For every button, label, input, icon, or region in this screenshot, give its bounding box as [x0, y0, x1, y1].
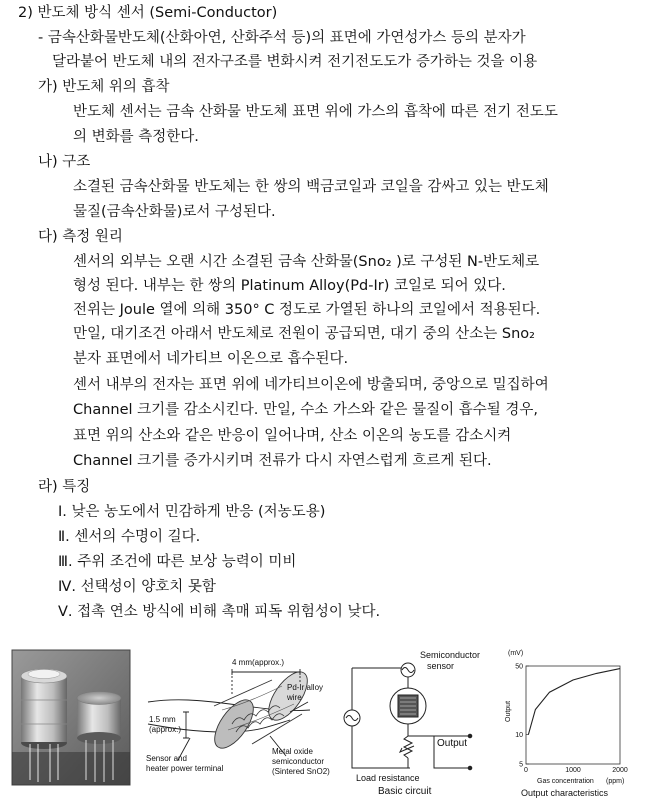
figures-strip	[0, 640, 650, 802]
dim-left-label-1: 1.5 mm	[149, 715, 176, 724]
ga-line-2: 의 변화를 측정한다.	[73, 129, 199, 145]
circuit-caption: Basic circuit	[378, 786, 432, 797]
oxide-label-3: (Sintered SnO2)	[272, 767, 330, 776]
structure-diagram	[148, 666, 315, 760]
basic-circuit	[344, 663, 472, 770]
chart-caption: Output characteristics	[521, 788, 609, 798]
oxide-label-2: semiconductor	[272, 757, 325, 766]
intro-line-1: - 금속산화물반도체(산화아연, 산화주석 등)의 표면에 가연성가스 등의 분자가	[38, 30, 526, 46]
terminal-label-2: heater power terminal	[146, 764, 224, 773]
x-tick-2: 2000	[612, 767, 628, 774]
chart-frame	[526, 666, 620, 764]
y-tick-2: 50	[515, 663, 523, 671]
da-line-6: 센서 내부의 전자는 표면 위에 네가티브이온에 방출되며, 중앙으로 밀집하여	[73, 377, 549, 393]
chart-ylabel: Output	[505, 700, 512, 722]
da-line-9: Channel 크기를 증가시키며 전류가 다시 자연스럽게 흐르게 된다.	[73, 453, 492, 469]
x-tick-1: 1000	[565, 767, 581, 774]
figures-svg	[0, 640, 650, 802]
feature-item-2: Ⅱ. 센서의 수명이 길다.	[58, 529, 201, 545]
da-line-4: 만일, 대기조건 아래서 반도체로 전원이 공급되면, 대기 중의 산소는 Sno₂	[73, 326, 535, 342]
feature-item-3: Ⅲ. 주위 조건에 따른 보상 능력이 미비	[58, 554, 297, 570]
oxide-label-1: Metal oxide	[272, 747, 313, 756]
x-tick-labels	[524, 767, 628, 774]
y-tick-0: 5	[519, 761, 523, 769]
da-line-7: Channel 크기를 감소시킨다. 만일, 수소 가스와 같은 물질이 흡수될 경우,	[73, 402, 539, 418]
feature-item-1: Ⅰ. 낮은 농도에서 민감하게 반응 (저농도용)	[58, 504, 326, 520]
terminal-label-1: Sensor and	[146, 754, 187, 763]
sensor-photo	[12, 650, 130, 785]
subsection-na-title: 나) 구조	[38, 154, 91, 170]
circuit-sensor-label-2: sensor	[427, 661, 455, 671]
y-tick-labels	[515, 664, 529, 769]
section-title: 2) 반도체 방식 센서 (Semi-Conductor)	[18, 5, 278, 21]
dim-top-label: 4 mm(approx.)	[232, 658, 285, 667]
ga-line-1: 반도체 센서는 금속 산화물 반도체 표면 위에 가스의 흡착에 따른 전기 전도도	[73, 104, 558, 120]
chart-unit-label: (mV)	[508, 650, 524, 657]
circuit-sensor-label-1: Semiconductor	[420, 650, 481, 660]
subsection-ga-title: 가) 반도체 위의 흡착	[38, 79, 170, 95]
chart-xunit: (ppm)	[606, 778, 625, 785]
x-tick-0: 0	[524, 767, 528, 774]
y-tick-1: 10	[515, 731, 523, 739]
da-line-1: 센서의 외부는 오랜 시간 소결된 금속 산화물(Sno₂ )로 구성된 N-반도체로	[73, 254, 540, 270]
series-line	[528, 669, 620, 735]
coil-label-2: wire	[287, 693, 302, 702]
feature-item-5: Ⅴ. 접촉 연소 방식에 비해 촉매 피독 위험성이 낮다.	[58, 604, 381, 620]
subsection-ra-title: 라) 특징	[38, 479, 91, 495]
da-line-8: 표면 위의 산소와 같은 반응이 일어나며, 산소 이온의 농도를 감소시켜	[73, 428, 512, 444]
da-line-5: 분자 표면에서 네가티브 이온으로 흡수된다.	[73, 351, 349, 367]
na-line-1: 소결된 금속산화물 반도체는 한 쌍의 백금코일과 코일을 감싸고 있는 반도체	[73, 179, 549, 195]
dim-left-label-2: (approx.)	[149, 725, 182, 734]
output-chart	[505, 650, 628, 798]
feature-item-4: Ⅳ. 선택성이 양호치 못함	[58, 579, 216, 595]
subsection-da-title: 다) 측정 원리	[38, 229, 123, 245]
chart-xlabel: Gas concentration	[537, 778, 594, 785]
circuit-output-label: Output	[437, 738, 468, 749]
da-line-3: 전위는 Joule 열에 의해 350° C 정도로 가열된 하나의 코일에서 적용된다.	[73, 302, 541, 318]
coil-label-1: Pd-Ir alloy	[287, 683, 324, 692]
na-line-2: 물질(금속산화물)로서 구성된다.	[73, 204, 276, 220]
intro-line-2: 달라붙어 반도체 내의 전자구조를 변화시켜 전기전도도가 증가하는 것을 이용	[52, 54, 538, 70]
load-resistance-label: Load resistance	[356, 773, 420, 783]
da-line-2: 형성 된다. 내부는 한 쌍의 Platinum Alloy(Pd-Ir) 코일로 되어 있다.	[73, 278, 506, 294]
